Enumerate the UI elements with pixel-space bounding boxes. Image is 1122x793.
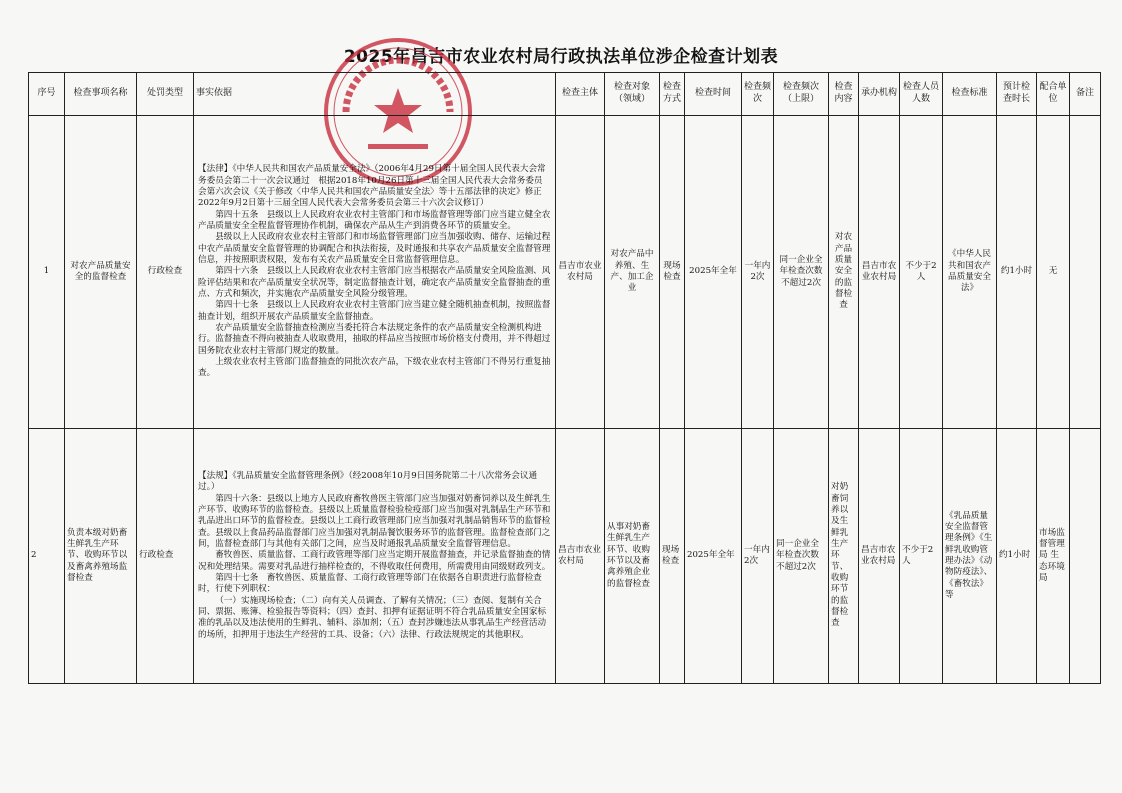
header-cell: 备注 <box>1070 73 1101 116</box>
header-cell: 检查对象（领域） <box>605 73 660 116</box>
inspection-time: 2025年全年 <box>685 429 742 684</box>
estimated-duration: 约1小时 <box>997 429 1037 684</box>
inspection-frequency-max: 同一企业全年检查次数不超过2次 <box>774 116 829 429</box>
inspection-content: 对奶畜饲养以及生鲜乳生产环节、收购环节的监督检查 <box>829 429 859 684</box>
inspection-time: 2025年全年 <box>685 116 742 429</box>
staff-count: 不少于2人 <box>900 116 943 429</box>
inspection-standard: 《中华人民共和国农产品质量安全法》 <box>943 116 997 429</box>
basis-paragraph: 【法规】《乳品质量安全监督管理条例》（经2008年10月9日国务院第二十八次常务会议通过。） <box>198 470 538 493</box>
inspection-method: 现场检查 <box>660 429 685 684</box>
basis-paragraph: 第四十六条 县级以上人民政府农业农村主管部门应当根据农产品质量安全风险监测、风险评估结果和农产品质量安全状况等，制定监督抽查计划，确定农产品质量安全监督抽查的重点、方式和频次，并实施农产品质量安全风险分级管理。 <box>198 266 551 300</box>
legal-basis <box>194 116 556 429</box>
inspection-subject: 昌吉市农业农村局 <box>556 116 605 429</box>
header-cell: 检查人员人数 <box>900 73 943 116</box>
legal-basis <box>194 429 556 684</box>
inspection-plan-table <box>28 72 1101 684</box>
basis-paragraph: 县级以上人民政府农业农村主管部门和市场监督管理部门应当加强收购、储存、运输过程中农产品质量安全监督管理的协调配合和执法衔接，及时通报和共享农产品质量安全监督管理信息，并按照职责权限，发布有关农产品质量安全日常监督管理信息。 <box>198 232 551 265</box>
staff-count: 不少于2人 <box>900 429 943 684</box>
header-cell: 事实依据 <box>194 73 556 116</box>
header-cell: 检查标准 <box>943 73 997 116</box>
responsible-org: 昌吉市农业农村局 <box>859 116 900 429</box>
responsible-org: 昌吉市农业农村局 <box>859 429 900 684</box>
inspection-target: 对农产品中养殖、生产、加工企业 <box>605 116 660 429</box>
inspection-frequency: 一年内2次 <box>742 116 774 429</box>
inspection-frequency: 一年内2次 <box>742 429 774 684</box>
row-number: 1 <box>29 116 65 429</box>
header-cell: 检查频次 <box>742 73 774 116</box>
cooperating-unit: 市场监督管理局 生态环境局 <box>1037 429 1070 684</box>
basis-paragraph: 第四十六条：县级以上地方人民政府畜牧兽医主管部门应当加强对奶畜饲养以及生鲜乳生产环节、收购环节的监督检查。县级以上质量监督检验检疫部门应当加强对乳制品生产环节和乳品进出口环节的监督检查。县级以上工商行政管理部门应当加强对乳制品销售环节的监督检查。县级以上食品药品监督部门应当加强对乳制品餐饮服务环节的监督管理。监督检查部门之间，监督检查部门与其他有关部门之间，应当及时通报乳品质量安全监督管理信息。 <box>198 493 551 549</box>
header-cell: 检查主体 <box>556 73 605 116</box>
header-cell: 检查时间 <box>685 73 742 116</box>
header-cell: 序号 <box>29 73 65 116</box>
inspection-standard: 《乳品质量安全监督管理条例》《生鲜乳收购管理办法》《动物防疫法》、《畜牧法》等 <box>943 429 997 684</box>
remark <box>1070 429 1101 684</box>
table-row <box>29 116 1101 429</box>
estimated-duration: 约1小时 <box>997 116 1037 429</box>
inspection-subject: 昌吉市农业农村局 <box>556 429 605 684</box>
basis-paragraph: 第四十七条 县级以上人民政府农业农村主管部门应当建立健全随机抽查机制，按照监督抽查计划，组织开展农产品质量安全监督抽查。 <box>198 300 551 322</box>
basis-paragraph: 第四十七条 畜牧兽医、质量监督、工商行政管理等部门在依据各自职责进行监督检查时，行使下列职权： <box>198 573 542 595</box>
table-row <box>29 429 1101 684</box>
cooperating-unit: 无 <box>1037 116 1070 429</box>
header-cell: 配合单位 <box>1037 73 1070 116</box>
header-cell: 检查方式 <box>660 73 685 116</box>
basis-paragraph: 上级农业农村主管部门监督抽查的同批次农产品，下级农业农村主管部门不得另行重复抽查。 <box>198 357 551 379</box>
inspection-content: 对农产品质量安全的监督检查 <box>829 116 859 429</box>
header-row <box>29 73 1101 116</box>
basis-paragraph: （一）实施现场检查；（二）向有关人员调查、了解有关情况；（三）查阅、复制有关合同、票据、账簿、检验报告等资料；（四）查封、扣押有证据证明不符合乳品质量安全国家标准的乳品以及违法使用的生鲜乳、辅料、添加剂；（五）查封涉嫌违法从事乳品生产经营活动的场所，扣押用于违法生产经营的工具、设备；（六）法律、行政法规规定的其他职权。 <box>198 595 547 640</box>
header-cell: 检查内容 <box>829 73 859 116</box>
inspection-item: 负责本级对奶畜生鲜乳生产环节、收购环节以及畜禽养殖场监督检查 <box>65 429 137 684</box>
penalty-type: 行政检查 <box>137 429 194 684</box>
penalty-type: 行政检查 <box>137 116 194 429</box>
basis-paragraph: 畜牧兽医、质量监督、工商行政管理等部门应当定期开展监督抽查，并记录监督抽查的情况和处理结果。需要对乳品进行抽样检查的，不得收取任何费用，所需费用由同级财政列支。 <box>198 550 551 572</box>
row-number: 2 <box>29 429 65 684</box>
page-title: 2025年昌吉市农业农村局行政执法单位涉企检查计划表 <box>343 47 779 67</box>
inspection-frequency-max: 同一企业全年检查次数不超过2次 <box>774 429 829 684</box>
basis-paragraph: 【法律】《中华人民共和国农产品质量安全法》（2006年4月29日第十届全国人民代表大会常务委员会第二十一次会议通过 根据2018年10月26日第十三届全国人民代表大会常务委员会第六次会议《关于修改〈中华人民共和国农产品质量安全法〉等十五部法律的决定》修正 2022年9月2日第十三届全国人民代表大会常务委员会第三十六次会议修订） <box>198 164 551 209</box>
basis-paragraph: 农产品质量安全监督抽查检测应当委托符合本法规定条件的农产品质量安全检测机构进行。监督抽查不得向被抽查人收取费用，抽取的样品应当按照市场价格支付费用，并不得超过国务院农业农村主管部门规定的数量。 <box>198 323 551 356</box>
basis-paragraph: 第四十五条 县级以上人民政府农业农村主管部门和市场监督管理等部门应当建立健全农产品质量安全全程监督管理协作机制，确保农产品从生产到消费各环节的质量安全。 <box>198 209 551 231</box>
header-cell: 预计检查时长 <box>997 73 1037 116</box>
inspection-item: 对农产品质量安全的监督检查 <box>65 116 137 429</box>
header-cell: 检查频次（上限） <box>774 73 829 116</box>
remark <box>1070 116 1101 429</box>
inspection-method: 现场检查 <box>660 116 685 429</box>
inspection-target: 从事对奶畜生鲜乳生产环节、收购环节以及畜禽养殖企业的监督检查 <box>605 429 660 684</box>
header-cell: 检查事项名称 <box>65 73 137 116</box>
header-cell: 承办机构 <box>859 73 900 116</box>
header-cell: 处罚类型 <box>137 73 194 116</box>
